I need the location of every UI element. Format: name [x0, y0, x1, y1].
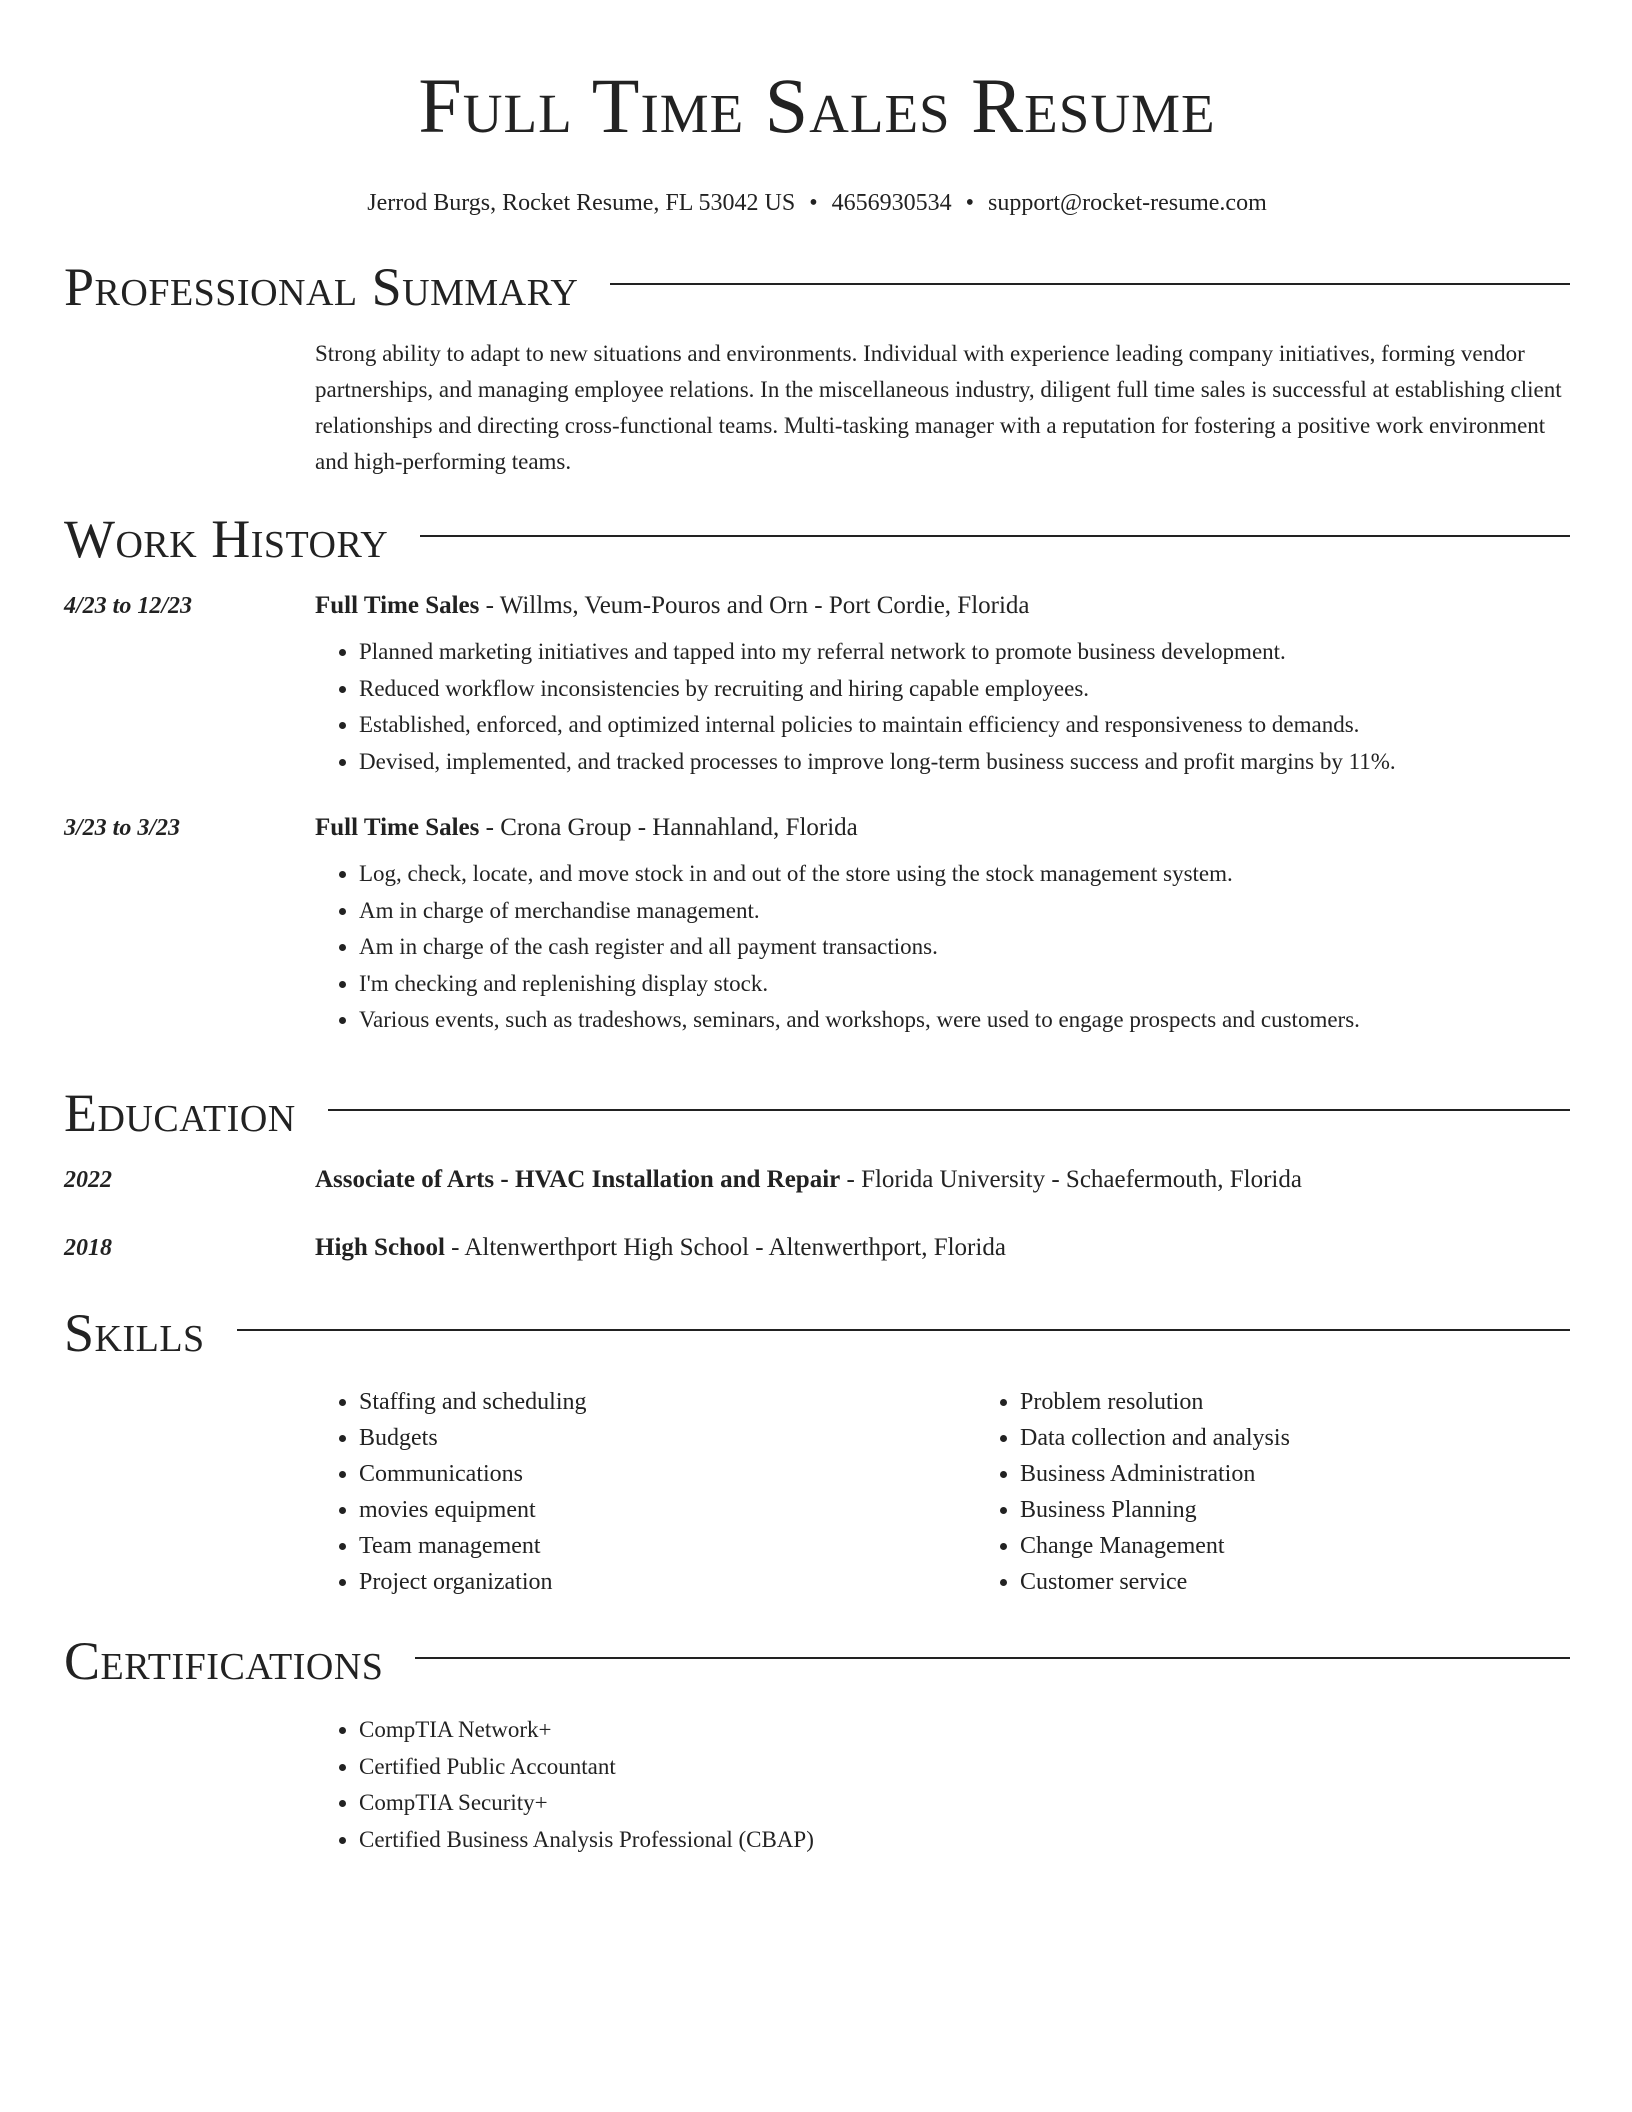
- list-item: • Planned marketing initiatives and tapped into my referral network to promote business development.: [359, 634, 1570, 671]
- job-entry: [64, 814, 1570, 1039]
- job-bullets: [315, 856, 1570, 1039]
- job-entry: [64, 592, 1570, 780]
- skill-item: • Staffing and scheduling: [359, 1384, 976, 1420]
- education-line: [315, 1234, 1006, 1262]
- job-role: Full Time Sales: [315, 592, 480, 619]
- contact-address: Jerrod Burgs, Rocket Resume, FL 53042 US: [367, 190, 796, 216]
- skills-column-right: [976, 1384, 1632, 1600]
- section-header: [64, 504, 1570, 574]
- job-header: [64, 592, 1570, 620]
- section-title: Work History: [64, 509, 389, 569]
- list-item: • Established, enforced, and optimized internal policies to maintain efficiency and responsiveness to demands.: [359, 707, 1570, 744]
- certification-item: • CompTIA Network+: [359, 1712, 1570, 1749]
- skill-item: • movies equipment: [359, 1492, 976, 1528]
- certification-item: • Certified Business Analysis Professional (CBAP): [359, 1822, 1570, 1859]
- education-school: - Altenwerthport High School - Altenwerthport, Florida: [444, 1234, 1006, 1261]
- contact-email: support@rocket-resume.com: [988, 190, 1267, 216]
- education-line: [315, 1166, 1302, 1194]
- skill-item: • Business Planning: [1020, 1492, 1632, 1528]
- contact-line: [64, 188, 1570, 218]
- skills-column-left: [315, 1384, 976, 1600]
- section-divider: [610, 283, 1570, 285]
- certification-item: • CompTIA Security+: [359, 1785, 1570, 1822]
- skill-item: • Customer service: [1020, 1564, 1632, 1600]
- skill-item: • Budgets: [359, 1420, 976, 1456]
- skill-item: • Team management: [359, 1528, 976, 1564]
- job-dates: 3/23 to 3/23: [64, 815, 181, 841]
- skill-item: • Data collection and analysis: [1020, 1420, 1632, 1456]
- section-header: [64, 1298, 1570, 1368]
- education-degree: Associate of Arts - HVAC Installation and Repair: [315, 1166, 841, 1193]
- skill-item: • Business Administration: [1020, 1456, 1632, 1492]
- section-divider: [328, 1109, 1570, 1111]
- section-header: [64, 1078, 1570, 1148]
- job-employer: - Willms, Veum-Pouros and Orn - Port Cordie, Florida: [479, 592, 1030, 619]
- list-item: • Am in charge of the cash register and all payment transactions.: [359, 929, 1570, 966]
- list-item: • Various events, such as tradeshows, seminars, and workshops, were used to engage prospects and customers.: [359, 1002, 1570, 1039]
- section-header: [64, 252, 1570, 322]
- education-entry: [64, 1166, 1570, 1194]
- contact-separator: •: [965, 190, 975, 216]
- section-work-history: [64, 504, 1570, 1039]
- job-title-line: [315, 592, 1030, 620]
- list-item: • Devised, implemented, and tracked processes to improve long-term business success and profit margins by 11%.: [359, 744, 1570, 781]
- section-professional-summary: [64, 252, 1570, 480]
- job-bullets: [315, 634, 1570, 780]
- section-certifications: [64, 1626, 1570, 1858]
- education-degree: High School: [315, 1234, 445, 1261]
- contact-phone: 4656930534: [831, 190, 952, 216]
- section-title: Skills: [64, 1303, 205, 1363]
- skills-grid: [315, 1384, 1570, 1600]
- certifications-list: [315, 1712, 1570, 1858]
- list-item: • Am in charge of merchandise management.: [359, 893, 1570, 930]
- list-item: • Reduced workflow inconsistencies by recruiting and hiring capable employees.: [359, 671, 1570, 708]
- section-divider: [415, 1657, 1570, 1659]
- skill-item: • Project organization: [359, 1564, 976, 1600]
- contact-separator: •: [809, 190, 818, 216]
- job-role: Full Time Sales: [315, 814, 480, 841]
- skill-item: • Communications: [359, 1456, 976, 1492]
- job-title-line: [315, 814, 858, 842]
- section-education: [64, 1078, 1570, 1262]
- certifications-body: [315, 1712, 1570, 1858]
- section-skills: [64, 1298, 1570, 1600]
- education-entry: [64, 1234, 1570, 1262]
- skill-item: • Problem resolution: [1020, 1384, 1632, 1420]
- education-year: 2018: [64, 1235, 112, 1261]
- resume-title: Full Time Sales Resume: [418, 62, 1216, 149]
- job-employer: - Crona Group - Hannahland, Florida: [479, 814, 858, 841]
- job-dates: 4/23 to 12/23: [64, 593, 193, 619]
- list-item: • I'm checking and replenishing display stock.: [359, 966, 1570, 1003]
- section-title: Professional Summary: [64, 257, 579, 317]
- list-item: • Log, check, locate, and move stock in and out of the store using the stock management system.: [359, 856, 1570, 893]
- summary-body: [315, 336, 1570, 480]
- job-header: [64, 814, 1570, 842]
- education-school: - Florida University - Schaefermouth, Florida: [840, 1166, 1302, 1193]
- certification-item: • Certified Public Accountant: [359, 1749, 1570, 1786]
- section-header: [64, 1626, 1570, 1696]
- education-year: 2022: [64, 1167, 112, 1193]
- section-title: Certifications: [64, 1631, 384, 1691]
- skill-item: • Change Management: [1020, 1528, 1632, 1564]
- summary-text: Strong ability to adapt to new situations and environments. Individual with experience leading company initiatives, forming vendor partnerships, and managing employee relations. In the miscellaneous industry, diligent full time sales is successful at establishing client relationships and directing cross-functional teams. Multi-tasking manager with a reputation for fostering a positive work environment and high-performing teams.: [315, 341, 1562, 474]
- section-divider: [420, 535, 1570, 537]
- section-divider: [237, 1329, 1570, 1331]
- section-title: Education: [64, 1083, 296, 1143]
